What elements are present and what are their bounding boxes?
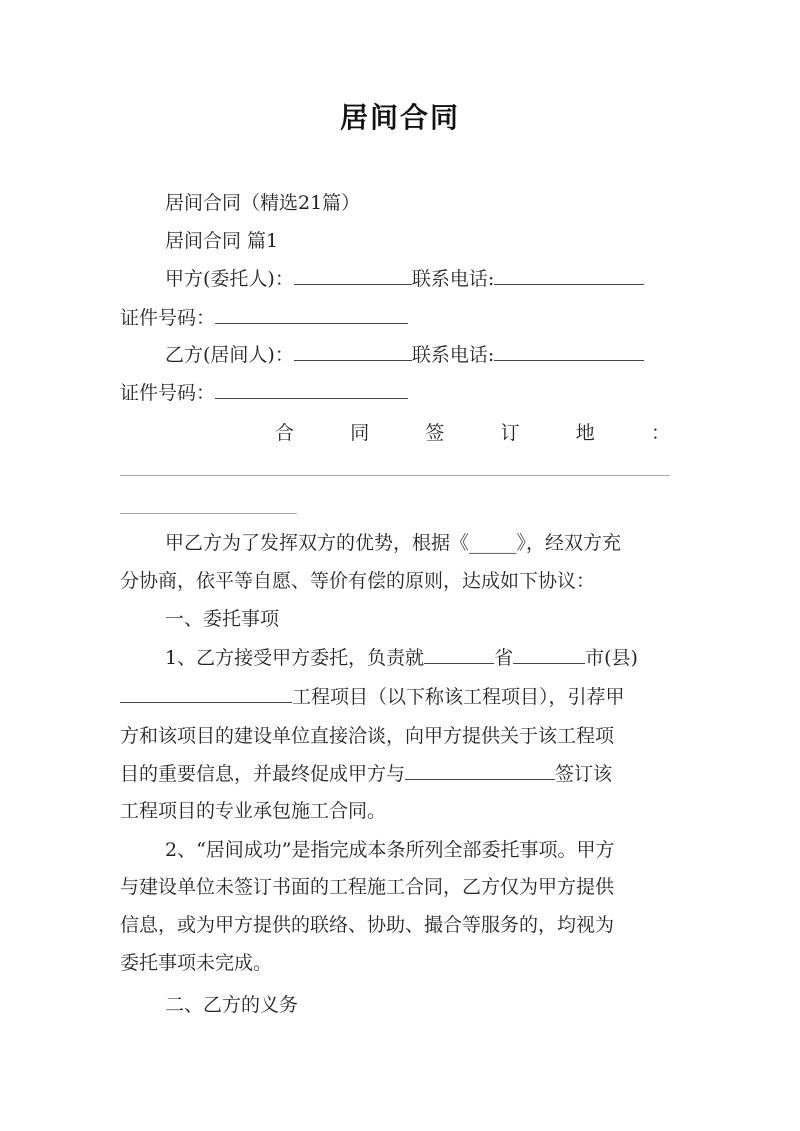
party-b-label: 乙方(居间人)：	[165, 344, 294, 366]
signing-place-char: 订	[500, 422, 520, 444]
section-1-heading: 一、委托事项	[165, 608, 280, 630]
signing-place-blank-line	[120, 475, 670, 476]
section-2-heading: 二、乙方的义务	[165, 994, 299, 1016]
clause-2-line-1: 2、“居间成功”是指完成本条所列全部委托事项。甲方	[165, 839, 615, 861]
clause-2-line-3: 信息，或为甲方提供的联络、协助、撮合等服务的，均视为	[120, 914, 615, 936]
party-b-id-blank	[215, 380, 408, 399]
intro-line-1: 甲乙方为了发挥双方的优势，根据《_____》，经双方充	[165, 532, 622, 554]
party-b-row	[165, 342, 644, 368]
document-title: 居间合同	[339, 101, 460, 134]
clause-1-line-4	[120, 761, 612, 787]
intro-line-2: 分协商，依平等自愿、等价有偿的原则，达成如下协议：	[120, 570, 596, 592]
section-heading: 居间合同 篇1	[165, 230, 279, 252]
province-label: 省	[494, 647, 514, 669]
party-b-phone-label: 联系电话:	[411, 344, 495, 366]
party-b-blank	[294, 342, 412, 361]
party-a-id-row	[120, 305, 408, 331]
party-b-id-row	[120, 380, 408, 406]
party-b-id-label: 证件号码：	[120, 382, 216, 404]
party-a-label: 甲方(委托人)：	[165, 268, 294, 290]
clause-1-text: 1、乙方接受甲方委托，负责就	[165, 647, 425, 669]
clause-2-line-4: 委托事项未完成。	[120, 952, 273, 974]
party-a-phone-label: 联系电话:	[411, 268, 495, 290]
signing-place-blank-line-2	[120, 513, 297, 514]
clause-1-text: 目的重要信息，并最终促成甲方与	[120, 763, 406, 785]
signing-place-label	[275, 418, 670, 445]
signing-place-char: 同	[350, 422, 370, 444]
party-blank	[405, 761, 555, 780]
party-a-id-label: 证件号码：	[120, 307, 216, 329]
signing-place-char: ：	[650, 422, 670, 444]
party-b-phone-blank	[494, 342, 644, 361]
signing-place-char: 签	[425, 422, 445, 444]
party-a-row	[165, 266, 644, 292]
party-a-phone-blank	[494, 266, 644, 285]
project-name-blank	[120, 684, 292, 703]
party-a-blank	[294, 266, 412, 285]
city-label: 市(县)	[585, 647, 638, 669]
clause-1-line-5: 工程项目的专业承包施工合同。	[120, 800, 387, 822]
clause-1-line-3: 方和该项目的建设单位直接洽谈，向甲方提供关于该工程项	[120, 725, 615, 747]
clause-2-line-2: 与建设单位未签订书面的工程施工合同，乙方仅为甲方提供	[120, 876, 615, 898]
signing-place-char: 合	[275, 422, 295, 444]
clause-1-text: 工程项目（以下称该工程项目），引荐甲	[292, 686, 625, 708]
clause-1-line-2	[120, 684, 625, 710]
subtitle: 居间合同（精选21篇）	[165, 192, 361, 214]
signing-place-char: 地	[575, 422, 595, 444]
province-blank	[424, 645, 494, 664]
clause-1-text: 签订该	[555, 763, 613, 785]
city-blank	[513, 645, 585, 664]
party-a-id-blank	[215, 305, 408, 324]
clause-1-line-1	[165, 645, 638, 671]
